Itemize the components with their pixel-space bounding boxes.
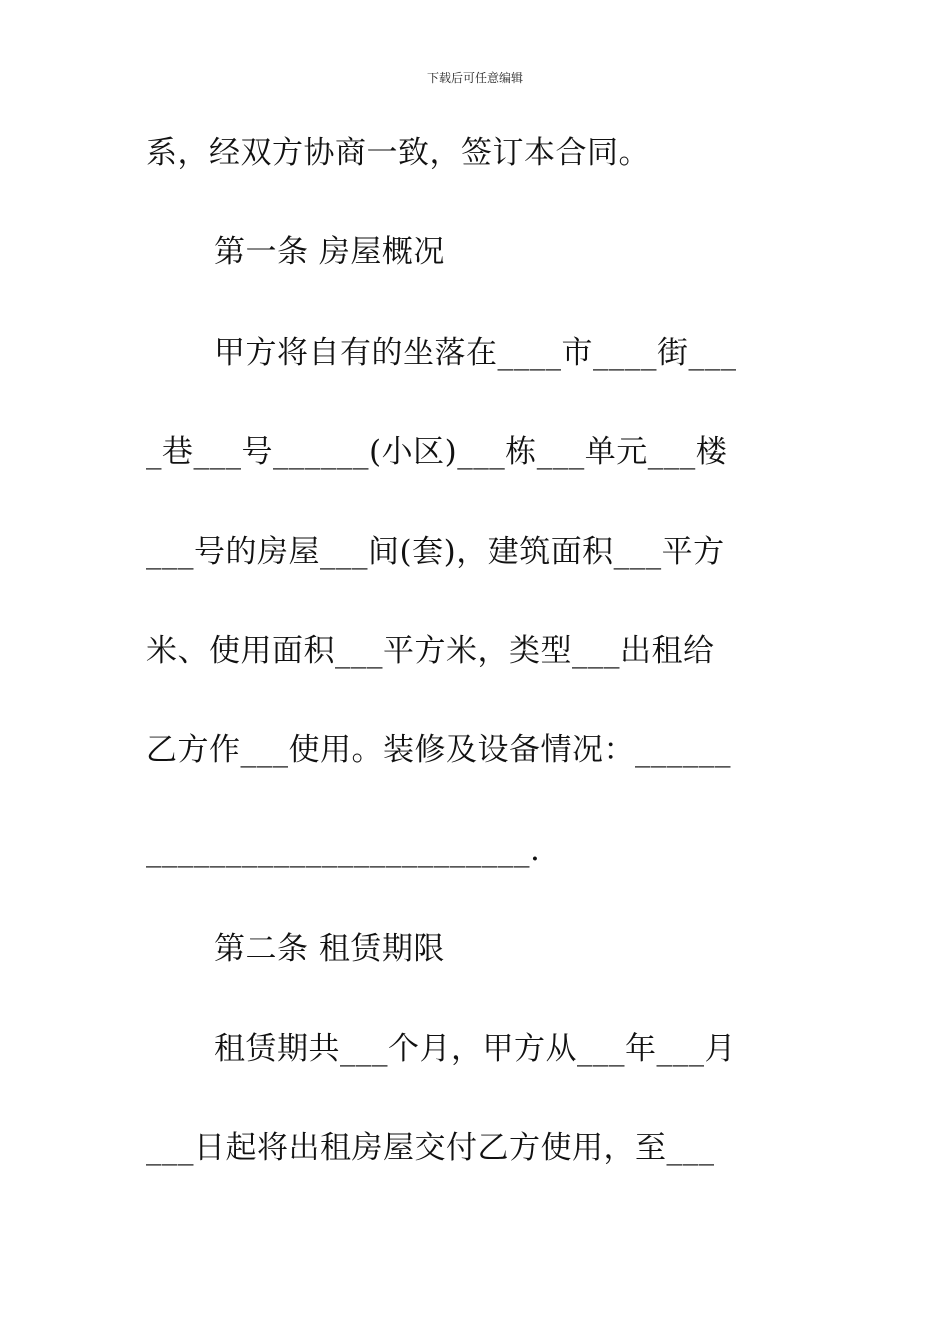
- body-line-10: 租赁期共___个月，甲方从___年___月: [214, 1031, 736, 1067]
- section-heading-1: 第一条 房屋概况: [214, 234, 445, 270]
- body-line-8: ________________________.: [146, 832, 541, 868]
- body-line-3: 甲方将自有的坐落在____市____街___: [214, 335, 737, 371]
- section-heading-2: 第二条 租赁期限: [214, 931, 445, 967]
- body-line-5: ___号的房屋___间(套)，建筑面积___平方: [146, 534, 725, 570]
- body-line-4: _巷___号______(小区)___栋___单元___楼: [146, 434, 728, 470]
- body-line-1: 系，经双方协商一致，签订本合同。: [146, 135, 650, 171]
- body-line-7: 乙方作___使用。装修及设备情况：______: [146, 732, 731, 768]
- body-line-6: 米、使用面积___平方米，类型___出租给: [146, 633, 715, 669]
- body-line-11: ___日起将出租房屋交付乙方使用，至___: [146, 1130, 715, 1166]
- page-header-note: 下载后可任意编辑: [426, 71, 523, 85]
